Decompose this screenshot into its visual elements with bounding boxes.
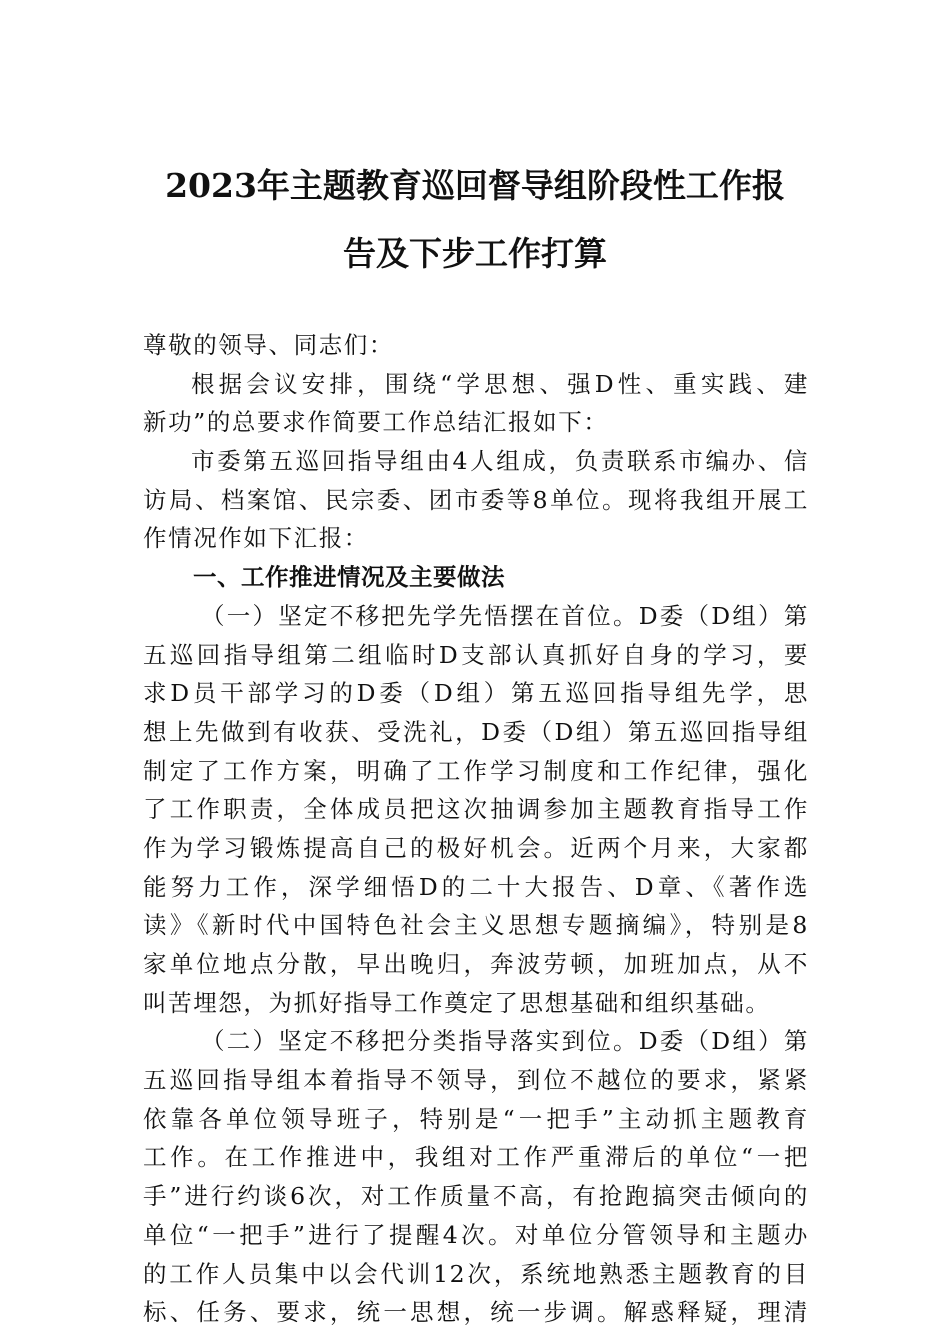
paragraph-line: 依靠各单位领导班子，特别是“一把手”主动抓主题教育 (143, 1104, 809, 1133)
paragraph-line: 工作。在工作推进中，我组对工作严重滞后的单位“一把 (143, 1143, 809, 1172)
document-title-line-1: 2023年主题教育巡回督导组阶段性工作报 (165, 166, 785, 205)
paragraph-line: 手”进行约谈6次，对工作质量不高，有抢跑搞突击倾向的 (143, 1182, 809, 1211)
paragraph-line: 家单位地点分散，早出晚归，奔波劳顿，加班加点，从不 (143, 950, 809, 978)
paragraph-line: （一）坚定不移把先学先悟摆在首位。D委（D组）第 (201, 601, 809, 630)
document-body (143, 326, 809, 1332)
paragraph-line: 求D员干部学习的D委（D组）第五巡回指导组先学，思 (143, 679, 809, 708)
paragraph-line: 标、任务、要求，统一思想，统一步调。解惑释疑，理清 (143, 1298, 809, 1327)
paragraph-line: 单位“一把手”进行了提醒4次。对单位分管领导和主题办 (143, 1220, 809, 1249)
paragraph-line: 市委第五巡回指导组由4人组成，负责联系市编办、信 (191, 447, 809, 476)
paragraph-line: 了工作职责，全体成员把这次抽调参加主题教育指导工作 (143, 795, 809, 824)
document-title-line-2: 告及下步工作打算 (343, 234, 607, 273)
paragraph-line: 读》《新时代中国特色社会主义思想专题摘编》，特别是8 (143, 911, 809, 940)
paragraph-line: 制定了工作方案，明确了工作学习制度和工作纪律，强化 (143, 756, 809, 785)
salutation: 尊敬的领导、同志们： (143, 331, 394, 359)
paragraph-line: 根据会议安排，围绕“学思想、强D性、重实践、建 (191, 369, 809, 398)
paragraph-line: 作情况作如下汇报： (143, 524, 369, 553)
paragraph-line: 的工作人员集中以会代训12次，系统地熟悉主题教育的目 (143, 1259, 809, 1288)
paragraph-line: 叫苦埋怨，为抓好指导工作奠定了思想基础和组织基础。 (143, 988, 771, 1017)
section-heading: 一、工作推进情况及主要做法 (193, 563, 505, 592)
paragraph-line: 新功”的总要求作简要工作总结汇报如下： (143, 408, 609, 437)
paragraph-line: 想上先做到有收获、受洗礼，D委（D组）第五巡回指导组 (143, 717, 809, 746)
paragraph-line: 作为学习锻炼提高自己的极好机会。近两个月来，大家都 (143, 833, 809, 862)
paragraph-line: 五巡回指导组第二组临时D支部认真抓好自身的学习，要 (143, 640, 809, 669)
paragraph-line: 五巡回指导组本着指导不领导，到位不越位的要求，紧紧 (143, 1066, 809, 1095)
paragraph-line: （二）坚定不移把分类指导落实到位。D委（D组）第 (201, 1027, 809, 1056)
paragraph-line: 能努力工作，深学细悟D的二十大报告、D章、《著作选 (143, 872, 809, 901)
paragraph-line: 访局、档案馆、民宗委、团市委等8单位。现将我组开展工 (143, 485, 809, 514)
